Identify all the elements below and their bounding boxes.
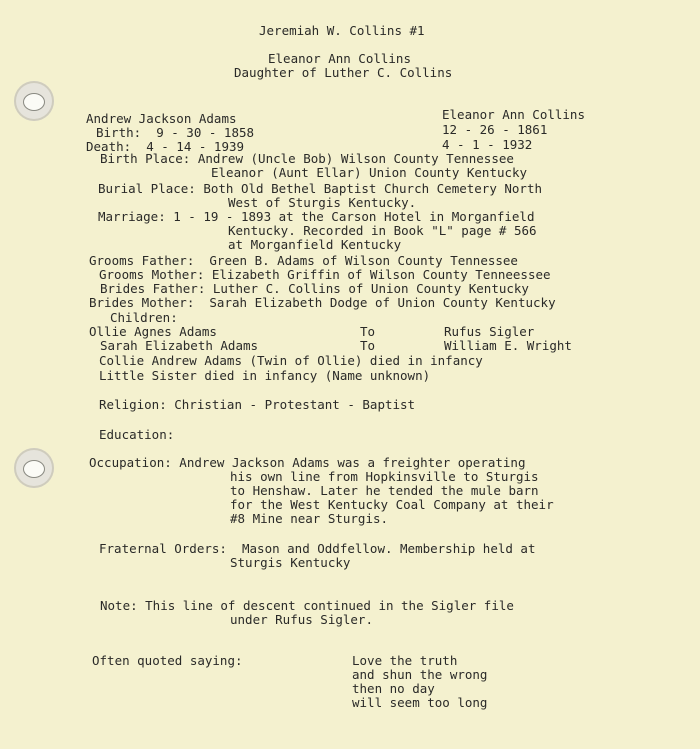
- grooms-father: Grooms Father: Green B. Adams of Wilson County Tennessee: [89, 253, 518, 268]
- brides-mother: Brides Mother: Sarah Elizabeth Dodge of Union County Kentucky: [89, 295, 556, 310]
- fraternal-line: Fraternal Orders: Mason and Oddfellow. Membership held at: [99, 541, 536, 556]
- note-line: under Rufus Sigler.: [230, 612, 373, 627]
- occupation-line: to Henshaw. Later he tended the mule barn: [230, 483, 539, 498]
- occupation-line: #8 Mine near Sturgis.: [230, 511, 389, 526]
- wife-birth: 12 - 26 - 1861: [442, 122, 548, 137]
- child-to: To: [360, 324, 376, 339]
- child-note: Little Sister died in infancy (Name unknown): [99, 368, 431, 383]
- marriage-line: Marriage: 1 - 19 - 1893 at the Carson Hotel in Morganfield: [98, 209, 535, 224]
- saying-line: and shun the wrong: [352, 667, 488, 682]
- saying-line: will seem too long: [352, 695, 488, 710]
- marriage-line: at Morganfield Kentucky: [228, 237, 402, 252]
- wife-death: 4 - 1 - 1932: [442, 137, 533, 152]
- birth-place-line: Eleanor (Aunt Ellar) Union County Kentucky: [211, 165, 528, 180]
- husband-birth: Birth: 9 - 30 - 1858: [96, 125, 255, 140]
- burial-place-line: Burial Place: Both Old Bethel Baptist Church Cemetery North: [98, 181, 543, 196]
- subject-relation: Daughter of Luther C. Collins: [234, 65, 453, 80]
- children-heading: Children:: [110, 310, 178, 325]
- education-line: Education:: [99, 427, 175, 442]
- child-name: Sarah Elizabeth Adams: [100, 338, 259, 353]
- saying-line: Love the truth: [352, 653, 458, 668]
- subject-name: Eleanor Ann Collins: [268, 51, 411, 66]
- child-to: To: [360, 338, 376, 353]
- husband-death: Death: 4 - 14 - 1939: [86, 139, 245, 154]
- child-note: Collie Andrew Adams (Twin of Ollie) died in infancy: [99, 353, 483, 368]
- saying-line: then no day: [352, 681, 435, 696]
- marriage-line: Kentucky. Recorded in Book "L" page # 566: [228, 223, 537, 238]
- child-name: Ollie Agnes Adams: [89, 324, 217, 339]
- note-line: Note: This line of descent continued in the Sigler file: [100, 598, 514, 613]
- grooms-mother: Grooms Mother: Elizabeth Griffin of Wilson County Tenneessee: [99, 267, 551, 282]
- occupation-line: for the West Kentucky Coal Company at their: [230, 497, 554, 512]
- wife-name: Eleanor Ann Collins: [442, 107, 585, 122]
- husband-name: Andrew Jackson Adams: [86, 111, 237, 126]
- saying-label: Often quoted saying:: [92, 653, 243, 668]
- brides-father: Brides Father: Luther C. Collins of Union County Kentucky: [100, 281, 529, 296]
- religion-line: Religion: Christian - Protestant - Baptist: [99, 397, 416, 412]
- child-spouse: William E. Wright: [444, 338, 572, 353]
- birth-place-line: Birth Place: Andrew (Uncle Bob) Wilson County Tennessee: [100, 151, 514, 166]
- binder-hole-top: [14, 81, 54, 121]
- occupation-line: Occupation: Andrew Jackson Adams was a freighter operating: [89, 455, 526, 470]
- occupation-line: his own line from Hopkinsville to Sturgis: [230, 469, 539, 484]
- fraternal-line: Sturgis Kentucky: [230, 555, 351, 570]
- binder-hole-bottom: [14, 448, 54, 488]
- burial-place-line: West of Sturgis Kentucky.: [228, 195, 417, 210]
- child-spouse: Rufus Sigler: [444, 324, 535, 339]
- document-title: Jeremiah W. Collins #1: [259, 23, 425, 38]
